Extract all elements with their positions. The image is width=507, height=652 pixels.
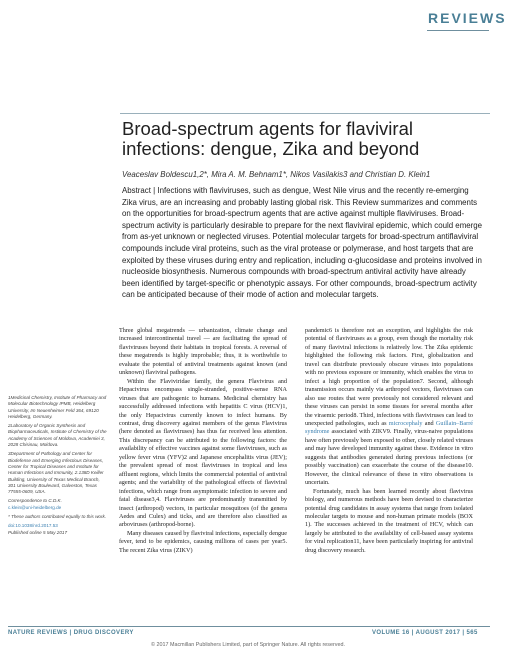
body-column-1 <box>119 327 287 555</box>
paragraph-text: associated with ZIKV9. Finally, virus-naive populations have often previously been exposed to other, closely related viruses and may have developed immunity against these. Evidence in vitro suggests that antibodies generated during previous infections (or possibly vaccination) can exacerbate the course of the disease10. However, the clinical relevance of these in vitro observations is uncertain. <box>305 428 473 487</box>
title-top-rule <box>120 113 490 114</box>
paragraph: Fortunately, much has been learned recently about flavivirus biology, and numerous methods have been devised to characterize potential drug candidates in assay systems that range from isolated molecular targets to mouse and non-human primate models (BOX 1). The successes achieved in the treatment of HCV, which can largely be attributed to the availability of cell-based assay systems for viral replication11, have been particularly inspiring for antiviral drug discovery research. <box>305 487 473 554</box>
abstract <box>122 185 484 301</box>
doi-link[interactable]: doi:10.1038/nrd.2017.53 <box>8 523 58 529</box>
affiliation-3: 3Department of Pathology and Center for Biodefense and Emerging Infectious Diseases, Center for Tropical Diseases and Institute for Human Infections and Immunity, 2.138D Keiller Building, University of Texas Medical Branch, 301 University Boulevard, Galveston, Texas 77555-0609, USA. <box>8 451 104 495</box>
guillain-barre-link[interactable]: Guillain–Barré syndrome <box>305 419 474 436</box>
microcephaly-link[interactable]: microcephaly <box>388 419 423 427</box>
footer-rule <box>8 626 490 627</box>
paragraph-text: pandemic6 is therefore not an exception, and highlights the risk potential of flaviviruses as a group, even though the mortality risk of many flaviviral infections is relatively low. The Zika epidemic highlighted the following risk factors. First, globalization and travel can distribute previously obscure viruses into populations with no previous exposure or immunity, which enables the virus to infect a high proportion of the population7. Second, although transmission occurs mainly via arthropod vectors, flaviviruses can also use routes that were previously not considered relevant and these viruses can persist in some tissues for several months after the viraemic period8. Third, infections with flaviviruses can lead to unexpected pathologies, such as <box>305 327 473 427</box>
paragraph: Many diseases caused by flaviviral infections, especially dengue fever, tend to be epidemics, causing millions of cases per year5. The recent Zika virus (ZIKV) <box>119 529 287 554</box>
article-title: Broad-spectrum agents for flaviviral infections: dengue, Zika and beyond <box>122 118 420 159</box>
copyright-notice: © 2017 Macmillan Publishers Limited, part of Springer Nature. All rights reserved. <box>151 642 345 648</box>
equal-contribution-note: * These authors contributed equally to this work. <box>8 514 107 520</box>
header-rule <box>427 30 489 31</box>
affiliation-1: 1Medicinal Chemistry, Institute of Pharmacy and Molecular Biotechnology IPMB, Heidelberg University, Im Neuenheimer Feld 364, 69120 Heidelberg, Germany. <box>8 395 107 419</box>
body-column-2 <box>305 327 473 555</box>
paragraph: Within the Flaviviridae family, the genera Flavivirus and Hepacivirus encompass single-stranded, positive-sense RNA viruses that are pathogenic to humans. Medicinal chemistry has successfully addressed infections with hepatitis C virus (HCV)1, the only Hepacivirus currently known to infect humans. By contrast, drug discovery against members of the genus Flavivirus (here denoted as flaviviruses) has thus far received less attention. This discrepancy can be attributed to the following factors: the availability of effective vaccines against some flaviviruses, such as yellow fever virus (YFV)2 and Japanese encephalitis virus (JEV); the prevalent spread of most flaviviruses in tropical and less affluent regions, which limits the commercial potential of antiviral agents; and the variability of the pathological effects of flaviviral infections, which range from asymptomatic infection to severe and fatal disease3,4. Flaviviruses are predominantly transmitted by insect (arthropod) vectors, in particular mosquitoes (of the genera Aedes and Culex) and ticks, and are therefore also classified as arboviruses (arthropod-borne). <box>119 377 287 529</box>
affiliation-2: 2Laboratory of Organic Synthesis and Biopharmaceuticals, Institute of Chemistry of the Academy of Sciences of Moldova, Academiei 3, 2028 Chisinau, Moldova. <box>8 423 107 448</box>
abstract-label: Abstract | <box>122 186 156 195</box>
abstract-text: Infections with flaviviruses, such as dengue, West Nile virus and the recently re-emerging Zika virus, are an increasing and probably lasting global risk. This Review summarizes and comments on the opportunities for broad-spectrum agents that are active against multiple flaviviruses. Broad-spectrum activity is particularly desirable to prepare for the next flaviviral epidemic, which could emerge from as-yet unknown or neglected viruses. Potential molecular targets for broad-spectrum antiflaviviral compounds include viral proteins, such as the viral protease or polymerase, and host targets that are exploited by these viruses during entry and replication, including α-glucosidase and proteins involved in nucleoside biosynthesis. Numerous compounds with broad-spectrum antiviral activity have already been identified by target-specific or phenotypic assays. For other compounds, broad-spectrum activity can be anticipated because of their mode of action and molecular targets. <box>122 186 483 300</box>
journal-name: NATURE REVIEWS | DRUG DISCOVERY <box>8 630 134 636</box>
article-authors: Veaceslav Boldescu1,2*, Mira A. M. Behnam1*, Nikos Vasilakis3 and Christian D. Klein1 <box>122 170 431 179</box>
paragraph <box>305 327 473 488</box>
section-label: REVIEWS <box>428 10 507 26</box>
paragraph-text: and <box>422 419 436 427</box>
volume-page: VOLUME 16 | AUGUST 2017 | 565 <box>372 630 478 636</box>
affiliations <box>8 395 108 539</box>
correspondence: Correspondence to C.D.K. <box>8 498 62 504</box>
correspondence-email[interactable]: c.klein@uni-heidelberg.de <box>8 504 62 510</box>
paragraph: Three global megatrends — urbanization, climate change and increased intercontinental travel — are facilitating the spread of flaviviruses beyond their habitats in tropical forests. A reversal of these megatrends is highly improbable; thus, it is worthwhile to evaluate the potential of antiviral treatments against known (and unknown) flaviviral pathogens. <box>119 327 287 377</box>
published-date: Published online 5 May 2017 <box>8 529 67 535</box>
